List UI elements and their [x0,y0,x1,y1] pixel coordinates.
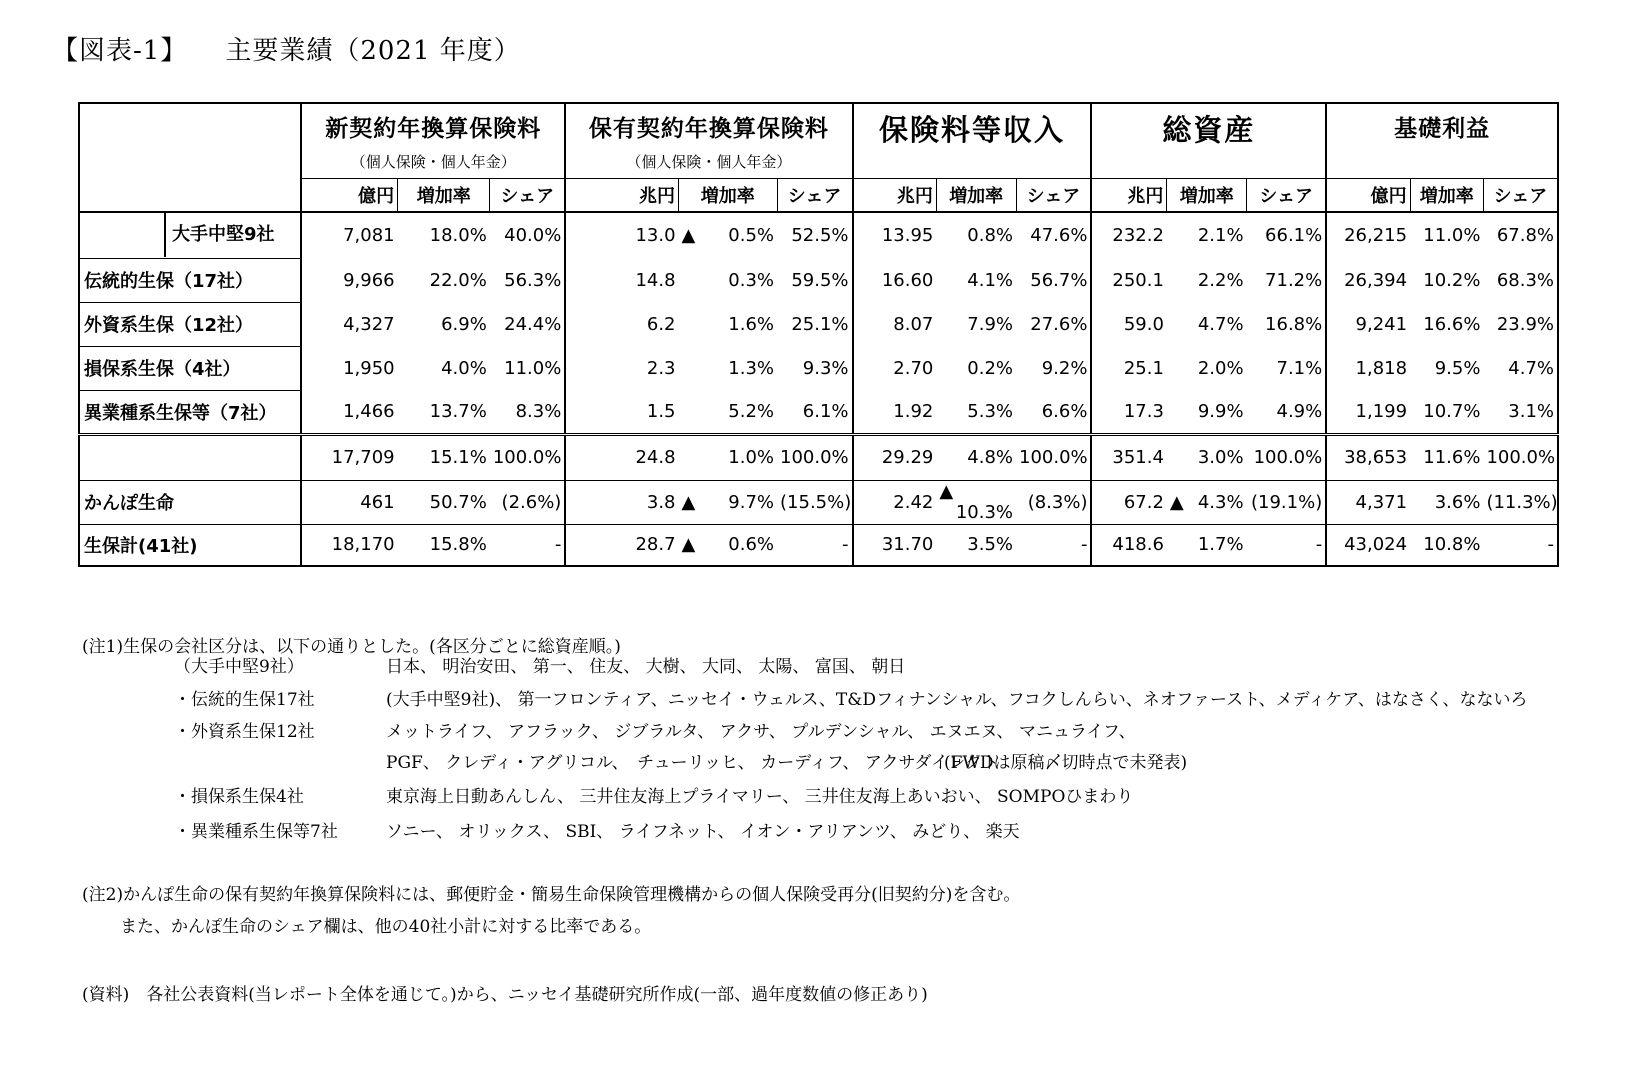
value-growth: 1.7% [1167,524,1247,566]
value-share: 100.0% [1016,434,1091,480]
value-growth: 4.0% [441,357,487,379]
value-growth: 2.2% [1197,269,1244,291]
note-category-label: ・外資系生保12社 [174,722,315,742]
row-label [79,434,301,480]
row-label: 外資系生保（12社） [79,302,301,346]
value-share: 16.8% [1265,313,1323,335]
value-amount: 461 [301,480,397,524]
value-amount: 4,327 [301,302,397,346]
value-amount: 7,081 [301,212,397,258]
value-growth: 22.0% [429,269,487,291]
value-share: 3.1% [1508,400,1554,422]
value-share: 9.2% [1041,357,1088,379]
negative-marker-icon: ▲ [939,481,954,502]
header-blank [79,103,301,212]
value-share: - [1016,524,1091,566]
value-text: 4.3% [1197,491,1244,513]
col-share: シェア [1016,178,1091,212]
value-share: 68.3% [1496,269,1554,291]
value-growth: 6.9% [441,313,487,335]
col-unit: 兆円 [1091,178,1166,212]
value-share: 23.9% [1496,313,1554,335]
note-category-label: （大手中堅9社） [174,657,304,677]
value-growth: 1.3% [728,357,775,379]
value-growth: 4.1% [967,269,1014,291]
value-growth [679,524,778,566]
value-growth [679,212,778,258]
value-share: (19.1%) [1247,480,1327,524]
header-group-new-premium: 新契約年換算保険料 （個人保険・個人年金） [301,103,565,178]
value-share: 100.0% [777,434,852,480]
col-unit: 億円 [1326,178,1410,212]
results-table [78,102,1559,567]
value-share: (11.3%) [1483,480,1558,524]
col-share: シェア [1483,178,1558,212]
value-amount: 2.42 [853,480,937,524]
col-share: シェア [1247,178,1327,212]
value-share: 25.1% [791,313,849,335]
value-amount: 2.70 [853,346,937,390]
value-share: - [1247,524,1327,566]
value-amount: 18,170 [301,524,397,566]
value-growth [679,480,778,524]
value-growth: 9.9% [1197,400,1244,422]
row-label [79,212,301,258]
note-category-members: ソニー、 オリックス、 SBI、 ライフネット、 イオン・アリアンツ、 みどり、 楽天 [386,822,1020,842]
value-growth: 11.0% [1423,225,1481,246]
negative-marker-icon: ▲ [681,491,696,513]
table-row [79,524,1558,566]
value-amount: 17.3 [1091,390,1166,434]
value-share: 4.7% [1508,357,1554,379]
value-growth: 10.7% [1423,400,1481,422]
value-share: 67.8% [1496,225,1554,246]
value-amount: 26,215 [1326,212,1410,258]
value-share: 40.0% [504,225,562,246]
negative-marker-icon: ▲ [681,534,696,556]
value-growth: 7.9% [967,313,1014,335]
col-unit: 兆円 [565,178,678,212]
note-category-label: ・伝統的生保17社 [174,690,315,710]
value-share: 24.4% [504,313,562,335]
value-growth: 3.6% [1410,480,1483,524]
value-share: (15.5%) [777,480,852,524]
table-row [79,302,1558,346]
row-label-text: 大手中堅9社 [164,213,275,257]
table-row [79,390,1558,434]
value-share: 66.1% [1265,225,1323,246]
value-share: 71.2% [1265,269,1323,291]
value-amount: 1,818 [1326,346,1410,390]
value-growth: 0.8% [967,225,1014,246]
value-growth: 18.0% [429,225,487,246]
value-amount: 28.7 [565,524,678,566]
table-row [79,434,1558,480]
value-growth: 9.5% [1434,357,1481,379]
value-amount: 13.95 [853,212,937,258]
header-group-inforce-premium: 保有契約年換算保険料 （個人保険・個人年金） [565,103,852,178]
value-growth: 15.8% [398,524,490,566]
note-2: (注2)かんぽ生命の保有契約年換算保険料には、郵便貯金・簡易生命保険管理機構からの個人保険受再分(旧契約分)を含む。 [82,885,1021,905]
value-share: 100.0% [490,434,565,480]
figure-caption: 主要業績（2021 年度） [225,36,521,66]
col-share: シェア [490,178,565,212]
value-growth: 4.7% [1197,313,1244,335]
figure-title [52,30,521,67]
value-amount: 24.8 [565,434,678,480]
value-amount: 14.8 [565,258,678,302]
value-growth: 13.7% [429,400,487,422]
value-share: 7.1% [1276,357,1323,379]
value-growth [1167,480,1247,524]
row-label: かんぽ生命 [79,480,301,524]
header-group-total-assets: 総資産 [1091,103,1326,178]
value-share: 27.6% [1030,313,1088,335]
col-growth: 増加率 [398,178,490,212]
value-growth: 16.6% [1423,313,1481,335]
header-group-premium-income: 保険料等収入 [853,103,1092,178]
value-share: (2.6%) [490,480,565,524]
value-amount: 67.2 [1091,480,1166,524]
value-growth: 15.1% [398,434,490,480]
value-share: 8.3% [515,400,562,422]
note-category-members: メットライフ、 アフラック、 ジブラルタ、 アクサ、 プルデンシャル、 エヌエヌ、 マニュライフ、 [386,722,1136,742]
value-growth: 1.6% [728,313,775,335]
note-1: (注1)生保の会社区分は、以下の通りとした。(各区分ごとに総資産順。) [82,637,621,657]
table-row [79,258,1558,302]
value-growth: 10.2% [1423,269,1481,291]
negative-marker-icon: ▲ [681,225,696,246]
table-row [79,346,1558,390]
value-amount: 25.1 [1091,346,1166,390]
value-growth: 11.6% [1410,434,1483,480]
value-text: 0.6% [728,534,775,556]
col-growth: 増加率 [679,178,778,212]
value-growth: 5.2% [728,400,775,422]
col-growth: 増加率 [936,178,1016,212]
value-amount: 4,371 [1326,480,1410,524]
header-group-core-profit: 基礎利益 [1326,103,1558,178]
value-share: 59.5% [791,269,849,291]
value-growth: 2.1% [1197,225,1244,246]
value-amount: 418.6 [1091,524,1166,566]
value-share: 6.1% [802,400,849,422]
value-share: 4.9% [1276,400,1323,422]
value-amount: 2.3 [565,346,678,390]
value-growth: 10.8% [1410,524,1483,566]
row-label: 異業種系生保等（7社） [79,390,301,434]
value-amount: 1,950 [301,346,397,390]
value-amount: 31.70 [853,524,937,566]
value-share: 11.0% [504,357,562,379]
value-share: - [1483,524,1558,566]
negative-marker-icon: ▲ [1169,491,1184,513]
value-amount: 232.2 [1091,212,1166,258]
value-amount: 29.29 [853,434,937,480]
table-row [79,480,1558,524]
note-fwd-remark: (FWDは原稿〆切時点で未発表) [944,753,1188,773]
table-row [79,212,1558,258]
value-amount: 9,966 [301,258,397,302]
value-growth: 1.0% [679,434,778,480]
value-share: 6.6% [1041,400,1088,422]
row-label: 生保計(41社) [79,524,301,566]
value-amount: 8.07 [853,302,937,346]
value-share: 56.7% [1030,269,1088,291]
value-growth [936,480,1016,524]
value-growth: 0.3% [728,269,775,291]
value-amount: 16.60 [853,258,937,302]
value-text: 0.5% [728,225,775,246]
row-label: 損保系生保（4社） [79,346,301,390]
value-amount: 6.2 [565,302,678,346]
value-growth: 5.3% [967,400,1014,422]
value-amount: 1,466 [301,390,397,434]
note-category-label: ・異業種系生保等7社 [174,822,338,842]
value-growth: 3.5% [936,524,1016,566]
value-amount: 13.0 [565,212,678,258]
value-share: 56.3% [504,269,562,291]
value-share: 52.5% [791,225,849,246]
value-amount: 43,024 [1326,524,1410,566]
value-share: 100.0% [1247,434,1327,480]
figure-label: 【図表-1】 [52,36,188,66]
col-unit: 億円 [301,178,397,212]
value-amount: 17,709 [301,434,397,480]
value-amount: 1,199 [1326,390,1410,434]
value-growth: 50.7% [398,480,490,524]
value-growth: 2.0% [1197,357,1244,379]
value-share: 9.3% [802,357,849,379]
col-unit: 兆円 [853,178,937,212]
value-amount: 1.92 [853,390,937,434]
col-growth: 増加率 [1410,178,1483,212]
source-note: (資料) 各社公表資料(当レポート全体を通じて。)から、ニッセイ基礎研究所作成(一部、過年度数値の修正あり) [82,985,928,1005]
value-share: - [777,524,852,566]
col-growth: 増加率 [1167,178,1247,212]
note-2-cont: また、かんぽ生命のシェア欄は、他の40社小計に対する比率である。 [120,917,652,937]
value-amount: 9,241 [1326,302,1410,346]
value-text: 9.7% [728,491,775,513]
value-share: 47.6% [1030,225,1088,246]
value-growth: 0.2% [967,357,1014,379]
note-category-members: 東京海上日動あんしん、 三井住友海上プライマリー、 三井住友海上あいおい、 SOMPOひまわり [386,787,1134,807]
value-share: (8.3%) [1016,480,1091,524]
col-share: シェア [777,178,852,212]
note-category-members: 日本、 明治安田、 第一、 住友、 大樹、 大同、 太陽、 富国、 朝日 [386,657,906,677]
value-growth: 4.8% [936,434,1016,480]
value-share: - [490,524,565,566]
value-share: 100.0% [1483,434,1558,480]
value-text: 10.3% [955,502,1014,523]
row-label: 伝統的生保（17社） [79,258,301,302]
value-amount: 351.4 [1091,434,1166,480]
value-amount: 250.1 [1091,258,1166,302]
value-amount: 1.5 [565,390,678,434]
value-amount: 38,653 [1326,434,1410,480]
note-category-members: (大手中堅9社)、 第一フロンティア、ニッセイ・ウェルス、T&Dフィナンシャル、フコクしんらい、ネオファースト、メディケア、はなさく、なないろ [386,690,1528,710]
value-growth: 3.0% [1167,434,1247,480]
note-category-label: ・損保系生保4社 [174,787,304,807]
value-amount: 26,394 [1326,258,1410,302]
value-amount: 3.8 [565,480,678,524]
value-amount: 59.0 [1091,302,1166,346]
note-category-members: PGF、 クレディ・アグリコル、 チューリッヒ、 カーディフ、 アクサダイレクト [386,753,999,773]
